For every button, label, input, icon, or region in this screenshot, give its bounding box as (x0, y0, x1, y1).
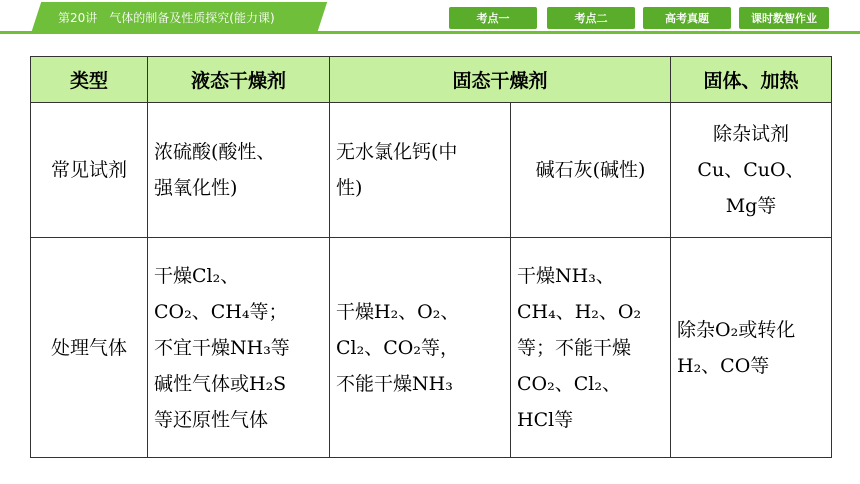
cell-line: 碱性气体或H₂S (154, 372, 287, 395)
table-row (31, 238, 832, 458)
cell-line: 等；不能干燥 (517, 336, 632, 359)
cell-line: 性) (336, 177, 363, 199)
cell-line: CO₂、CH₄等； (154, 300, 288, 323)
cell-line: 不宜干燥NH₃等 (154, 336, 290, 359)
table-row (31, 103, 832, 238)
cell-line: 等还原性气体 (154, 408, 269, 431)
cell-heat (671, 103, 832, 238)
cell-line: 除杂O₂或转化 (677, 318, 796, 341)
cell-liquid (148, 238, 330, 458)
cell-solid-1 (330, 103, 511, 238)
cell-line: 不能干燥NH₃ (336, 372, 453, 395)
cell-line: 干燥Cl₂、 (154, 264, 240, 287)
cell-liquid (148, 103, 330, 238)
lesson-title: 第20讲 气体的制备及性质探究(能力课) (58, 11, 275, 25)
row-label: 处理气体 (31, 238, 148, 458)
nav-kaodian-2[interactable]: 考点二 (547, 7, 635, 29)
cell-line: CO₂、Cl₂、 (517, 372, 621, 395)
header-heat: 固体、加热 (671, 57, 832, 103)
top-bar (0, 0, 860, 34)
cell-solid-1 (330, 238, 511, 458)
cell-line: Cu、CuO、 (697, 159, 805, 181)
cell-line: 干燥NH₃、 (517, 264, 615, 287)
cell-line: H₂、CO等 (677, 354, 770, 377)
cell-line: HCl等 (517, 408, 574, 431)
cell-line: 强氧化性) (154, 177, 238, 199)
header-liquid: 液态干燥剂 (148, 57, 330, 103)
nav-homework[interactable]: 课时数智作业 (739, 7, 829, 29)
cell-solid-2 (511, 103, 671, 238)
header-type: 类型 (31, 57, 148, 103)
desiccant-table (30, 56, 832, 458)
row-label: 常见试剂 (31, 103, 148, 238)
cell-heat (671, 238, 832, 458)
cell-line: 碱石灰(碱性) (535, 159, 646, 181)
cell-line: CH₄、H₂、O₂ (517, 300, 642, 323)
nav-gaokao[interactable]: 高考真题 (643, 7, 731, 29)
cell-solid-2 (511, 238, 671, 458)
cell-line: 干燥H₂、O₂、 (336, 300, 460, 323)
header-solid: 固态干燥剂 (330, 57, 671, 103)
cell-line: Mg等 (725, 195, 777, 217)
cell-line: 浓硫酸(酸性、 (154, 141, 276, 163)
cell-line: Cl₂、CO₂等， (336, 336, 459, 359)
cell-line: 除杂试剂 (712, 123, 789, 145)
cell-line: 无水氯化钙(中 (336, 141, 458, 163)
nav-kaodian-1[interactable]: 考点一 (449, 7, 537, 29)
table-header-row (31, 57, 832, 103)
